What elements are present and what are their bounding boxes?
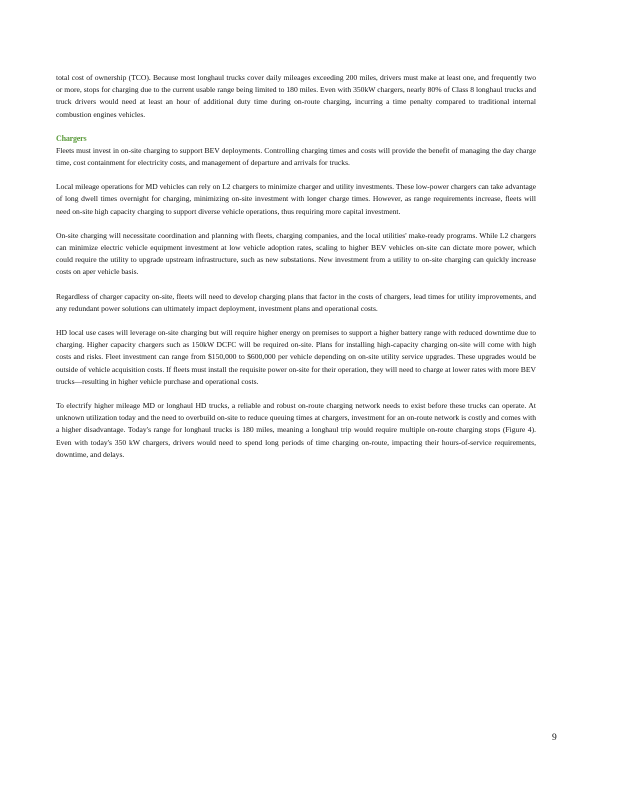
page-number: 9	[552, 733, 557, 743]
paragraph-electrify-higher-mileage: To electrify higher mileage MD or longhaul HD trucks, a reliable and robust on-route charging network needs to exist before these trucks can operate. At unknown utilization today and the need to overbuild on-site to reduce queuing times at chargers, investment for an on-route network is costly and comes with a higher disadvantage. Today's range for longhaul trucks is 180 miles, meaning a longhaul trip would require multiple on-route charging stops (Figure 4). Even with today's 350 kW chargers, drivers would need to spend long periods of time charging on-route, impacting their hours-of-service requirements, downtime, and delays.	[56, 401, 536, 459]
paragraph-hd-local: HD local use cases will leverage on-site charging but will require higher energy on premises to support a higher battery range with reduced downtime due to charging. Higher capacity chargers such as 150kW DCFC will be required on-site. Plans for installing high-capacity charging on-site will come with high costs and risks. Fleet investment can range from $150,000 to $600,000 per vehicle depending on on-site utility service upgrades. These upgrades would be outside of vehicle acquisition costs. If fleets must install the requisite power on-site for their operation, they will need to charge at lower rates with more BEV trucks—resulting in higher vehicle purchase and operational costs.	[56, 328, 536, 386]
section-heading-chargers: Chargers	[56, 133, 87, 143]
intro-paragraph: total cost of ownership (TCO). Because most longhaul trucks cover daily mileages exceeding 200 miles, drivers must make at least one, and frequently two or more, stops for charging due to the current usable range being limited to 180 miles. Even with 350kW chargers, nearly 80% of Class 8 longhaul trucks and truck drivers would need at least an hour of additional duty time during on-route charging, incurring a time penalty compared to traditional internal combustion engines vehicles.	[56, 73, 536, 119]
paragraph-on-site-coordination: On-site charging will necessitate coordination and planning with fleets, charging companies, and the local utilities' make-ready programs. While L2 chargers can minimize electric vehicle equipment investment at low vehicle adoption rates, scaling to higher BEV vehicles on-site can dictate more power, which could require the utility to upgrade upstream infrastructure, such as new substations. New investment from a utility to on-site charging can quickly increase costs on aper vehicle basis.	[56, 230, 536, 277]
page-content	[56, 72, 536, 473]
paragraph-local-mileage: Local mileage operations for MD vehicles can rely on L2 chargers to minimize charger and utility investments. These low-power chargers can take advantage of long dwell times overnight for charging, minimizing on-site investment with longer charge times. However, as range requirements increase, fleets will need on-site high capacity charging to support diverse vehicle operations, thus requiring more capital investment.	[56, 182, 536, 216]
paragraph-fleets-invest: Fleets must invest in on-site charging to support BEV deployments. Controlling charging times and costs will provide the benefit of managing the day charge time, cost containment for electricity costs, and management of departure and arrivals for trucks.	[56, 145, 536, 168]
paragraph-regardless-capacity: Regardless of charger capacity on-site, fleets will need to develop charging plans that factor in the costs of chargers, lead times for utility improvements, and any redundant power solutions can ultimately impact deployment, investment plans and operational costs.	[56, 291, 536, 313]
